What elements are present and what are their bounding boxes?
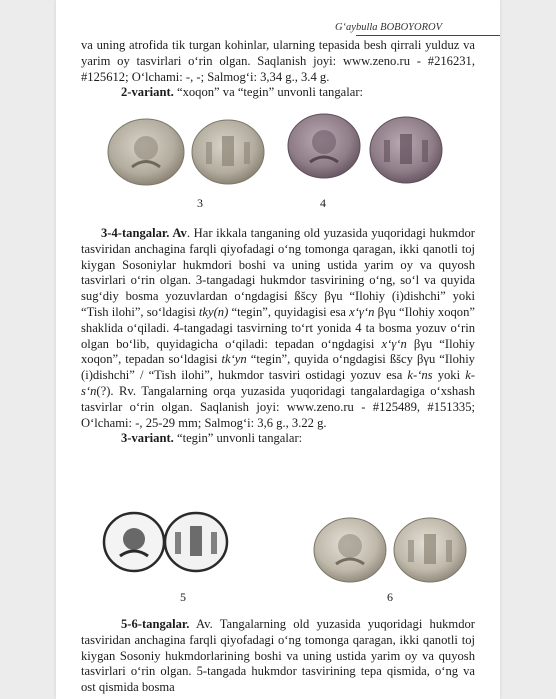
coin-5-reverse [165,513,227,571]
intro-text: va uning atrofida tik turgan kohinlar, ularning tepasida besh qirrali yulduz va yarim oy tasvirlari o‘rin olgan. Saqlanish joyi: www.zeno.ru - #216231, #125612; O‘lchami: -, -; Salmog‘i: 3,34 g., 3.4 g. [81,38,475,84]
coin-4-reverse [370,117,442,183]
coins-3-4-label: 3-4-tangalar. Av [101,226,187,240]
paragraph-coins-3-4 [81,226,475,447]
coin-3-obverse [108,119,184,185]
figure-caption-5: 5 [180,590,186,604]
paragraph-coins-5-6 [81,617,475,696]
figure-caption-4: 4 [320,196,326,210]
coins-5-6-label: 5-6-tangalar. [121,617,190,631]
figure-caption-6: 6 [387,590,393,604]
header-rule [356,35,500,36]
coins-3-4-description: 3-4-tangalar. Av. Har ikkala tanganing old yuzasida yuqoridagi hukmdor tasviridan anchagina farqli qiyofadagi o‘ng tomonga qaragan, ikki qanotli toj kiygan Sosoniylar hukmdori boshi va uning ustida yarim oy va quyosh tasvirlari o‘rin olgan. 3-tangadagi hukmdor tasvirining o‘ng, so‘l va quyida sug‘diy bosma yozuvlardan o‘ngdagisi ßšcy βγu “Ilohiy (i)dishchi” yoki “Tish ilohi”, so‘ldagisi tky(n) “tegin”, quyidagisi esa x‘γ‘n βγu “Ilohiy xoqon” shaklida o‘qiladi. 4-tangadagi tasvirning to‘rt yonida 4 ta bosma yozuv o‘rin olgan bo‘lib, quyidagicha o‘qiladi: tepadan o‘ngdagisi x‘γ‘n βγu “Ilohiy xoqon”, tepadan so‘ldagisi tk‘yn “tegin”, quyida o‘ngdagisi ßšcy βγu “Ilohiy (i)dishchi” / “Tish ilohi”, hukmdor tasviri ostidagi yozuv esa k-‘ns yoki k-s‘n(?). Rv. Tangalarning orqa yuzasida yuqoridagi tangalardagiga o‘xshash tasvirlar o‘rin olgan. Saqlanish joyi: www.zeno.ru - #125489, #151335; O‘lchami: -, 25-29 mm; Salmog‘i: 3,6 g., 3.22 g. [81,226,476,430]
coin-6-obverse [314,518,386,582]
coin-figure-5-6 [100,506,476,586]
coin-6-reverse [394,518,466,582]
variant-3-text: “tegin” unvonli tangalar: [173,431,303,446]
coin-4-obverse [288,114,360,178]
running-header-author: G‘aybulla BOBOYOROV [334,22,442,33]
coin-5-obverse [104,513,164,571]
coin-figure-3-4 [102,112,462,196]
coins-5-6-description: 5-6-tangalar. Av. Tangalarning old yuzasida yuqoridagi hukmdor tasviridan anchagina farqli qiyofadagi o‘ng tomonga qaragan, ikki qanotli toj kiygan Sosoniy hukmdorlarining boshi va uning ustida yarim oy va quyosh tasvirlari o‘rin olgan. 5-tangada hukmdor tasvirining tepa qismida, o‘ng va ost qismida bosma [81,617,475,695]
variant-3-line [81,431,475,447]
book-page [56,0,500,699]
paragraph-intro [81,38,475,101]
coin-3-reverse [192,120,264,184]
variant-3-label: 3-variant. [121,431,174,446]
variant-2-text: “xoqon” va “tegin” unvonli tangalar: [173,85,364,100]
figure-caption-3: 3 [197,196,203,210]
variant-2-label: 2-variant. [121,85,174,100]
variant-2-line [81,85,475,101]
